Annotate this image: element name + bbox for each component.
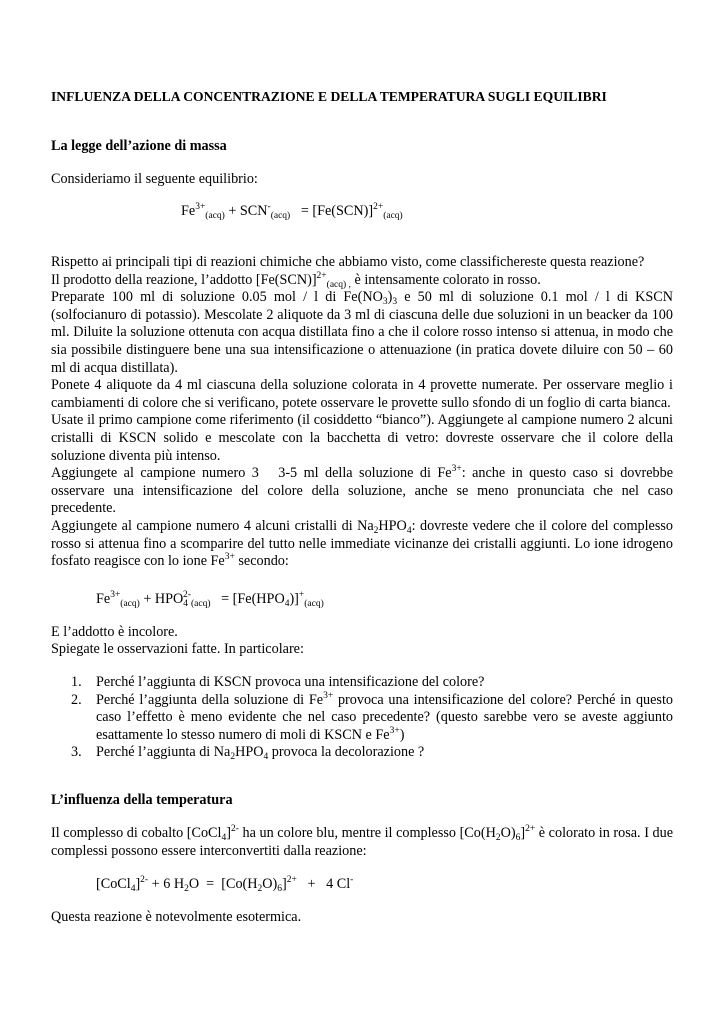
equation-3: [CoCl$_4$]$^{2-}$ + 6 $H_2O = [Co(H_2O)_6]^{2+} + 4$ Cl- xyxy=(96,875,354,894)
paragraph-aliquots: Ponete 4 aliquote da 4 ml ciascuna della soluzione colorata in 4 provette numerate. Per osservare meglio i cambiamenti di colore che si verificano, potete osservare le provette sullo sfondo di un foglio di carta bianca. xyxy=(51,377,673,411)
paragraph-sample-2: Usate il primo campione come riferimento (il cosiddetto “bianco”). Aggiungete al campione numero 2 alcuni cristalli di KSCN solido e mescolate con la bacchetta di vetro: dovreste osservare che il colore della soluzione diventa più intenso. xyxy=(51,412,673,464)
paragraph-classification: Rispetto ai principali tipi di reazioni chimiche che abbiamo visto, come classifichereste questa reazione? xyxy=(51,254,645,270)
equation-1: $Fe^{3+}_{(acq)} + SCN^-_{(acq)} = [Fe(SCN)]^{2+}_{(acq)}$ xyxy=(181,202,403,221)
list-item: 3. Perché l’aggiunta di $Na_2HPO_4$ provoca la decolorazione ? xyxy=(71,744,425,763)
paragraph-colorless: E l’addotto è incolore. xyxy=(51,624,178,640)
paragraph-cobalt: Il complesso di cobalto [CoCl$_4$]$^{2-}$ ha un colore blu, mentre il complesso $[Co(H_2O)_6]^{2+}$ è colorato in rosa. I due complessi possono essere interconvertiti dalla reazione: xyxy=(51,824,674,859)
paragraph-product: Il prodotto della reazione, l’addotto $[Fe(SCN)]^{2+}_{(acq) ,}$ è intensamente colorato in rosso. xyxy=(51,270,541,290)
paragraph-preparation: Preparate 100 ml di soluzione 0.05 mol / l di $Fe(NO_3)_3$ e 50 ml di soluzione 0.1 mol / l di KSCN (solfocianuro di potassio). Mescolate 2 aliquote da 3 ml di ciascuna delle due soluzioni in un beacker da 100 ml. Diluite la soluzione ottenuta con acqua distillata fino a che il colore rosso intenso si attenua, in modo che sia possibile distinguere bene una sua intensificazione o attenuazione (in pratica dovete diluire con 50 – 60 ml di acqua distillata). xyxy=(51,289,674,376)
section-heading-mass-action: La legge dell’azione di massa xyxy=(51,138,227,154)
intro-text: Consideriamo il seguente equilibrio: xyxy=(51,171,258,187)
document-title: INFLUENZA DELLA CONCENTRAZIONE E DELLA TEMPERATURA SUGLI EQUILIBRI xyxy=(51,89,607,104)
equation-2: $Fe^{3+}_{(acq)} + HPO_4^{2-}_{(acq)} = [Fe(HPO_4)]^+_{(acq)}$ xyxy=(96,590,324,609)
paragraph-exothermic: Questa reazione è notevolmente esotermica. xyxy=(51,909,302,925)
paragraph-sample-3: Aggiungete al campione numero 3 3-5 ml della soluzione di $Fe^{3+}$: anche in questo caso si dovrebbe osservare una intensificazione del colore della soluzione, anche se meno pronunciata che nel caso precedente. xyxy=(51,464,673,517)
list-item: 1. Perché l’aggiunta di KSCN provoca una intensificazione del colore? xyxy=(71,674,485,690)
paragraph-sample-4: Aggiungete al campione numero 4 alcuni cristalli di $Na_2HPO_4$: dovreste vedere che il colore del complesso rosso si attenua fino a scomparire del tutto nelle immediate vicinanze dei cristalli aggiunti. Lo ione idrogeno fosfato reagisce con lo ione $Fe^{3+}$ secondo: xyxy=(51,517,673,570)
paragraph-explain: Spiegate le osservazioni fatte. In particolare: xyxy=(51,641,304,657)
paragraph-body-1 xyxy=(51,254,673,571)
question-list xyxy=(51,674,673,762)
section-heading-temperature: L’influenza della temperatura xyxy=(51,792,233,808)
list-item: 2. Perché l’aggiunta della soluzione di $Fe^{3+}$ provoca una intensificazione del colore? Perché in questo caso l’effetto è meno evidente che nel caso precedente? (questo sarebbe vero se aveste aggiunto esattamente lo stesso numero di moli di KSCN e $Fe^{3+}$) xyxy=(71,690,673,743)
